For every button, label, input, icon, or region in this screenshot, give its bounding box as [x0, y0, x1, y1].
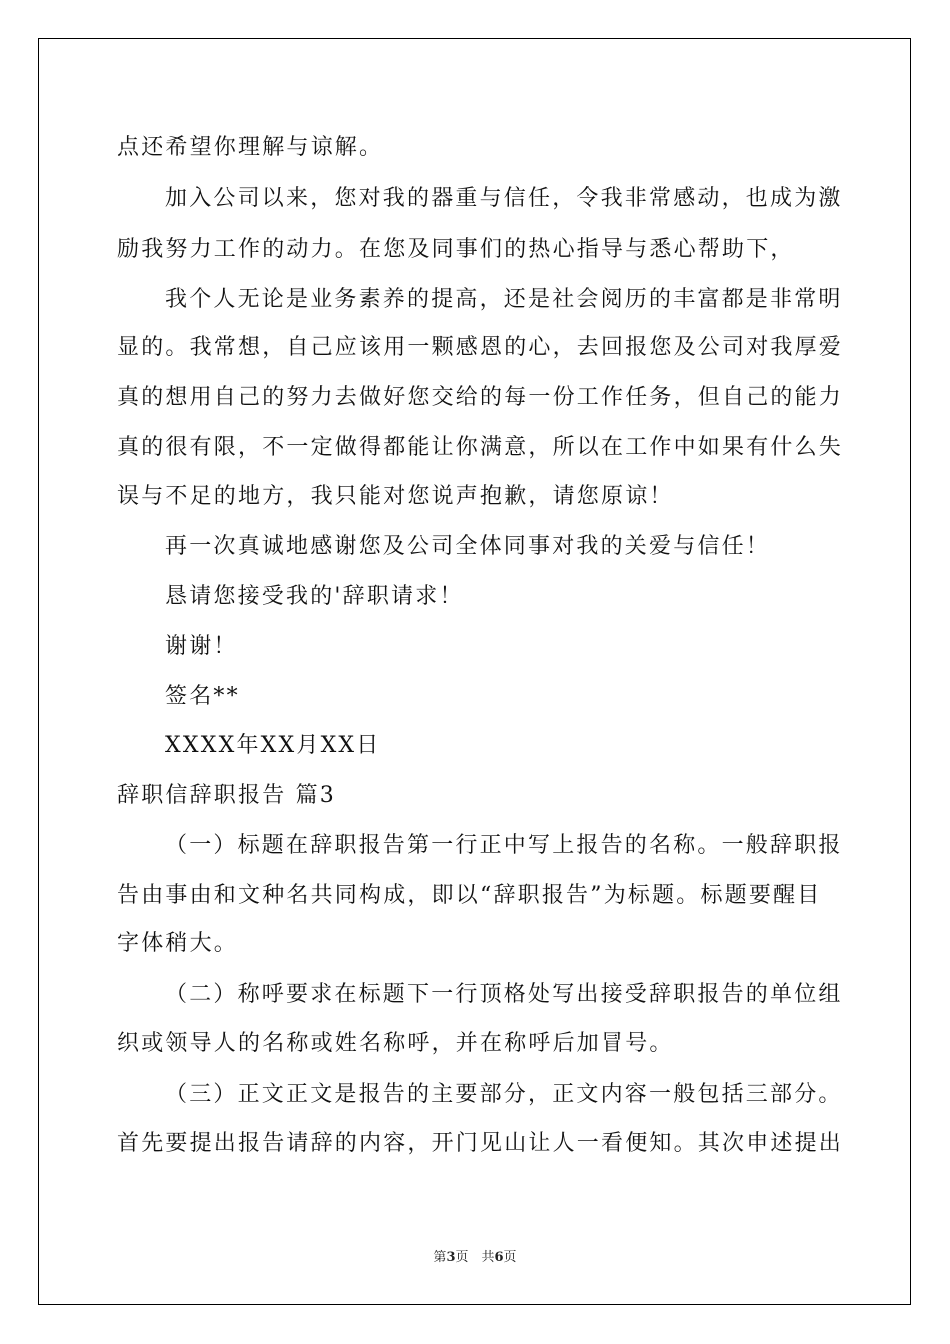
text-line: 真的想用自己的努力去做好您交给的每一份工作任务，但自己的能力 [117, 385, 844, 410]
footer-prefix: 第 [433, 1250, 447, 1265]
text-line: （三）正文正文是报告的主要部分，正文内容一般包括三部分。 [165, 1082, 843, 1107]
text-line: 织或领导人的名称或姓名称呼，并在称呼后加冒号。 [117, 1031, 674, 1056]
text-line: 首先要提出报告请辞的内容，开门见山让人一看便知。其次申述提出 [117, 1131, 844, 1156]
text-line: 误与不足的地方，我只能对您说声抱歉，请您原谅！ [117, 484, 674, 509]
section-heading: 辞职信辞职报告 篇3 [117, 783, 336, 808]
text-line: （一）标题在辞职报告第一行正中写上报告的名称。一般辞职报 [165, 833, 843, 858]
footer-page-number: 3 [446, 1250, 456, 1265]
text-line: 我个人无论是业务素养的提高，还是社会阅历的丰富都是非常明 [165, 287, 843, 312]
footer-mid: 页 共 [455, 1250, 495, 1265]
page-footer [0, 1246, 950, 1265]
text-line: 励我努力工作的动力。在您及同事们的热心指导与悉心帮助下， [117, 237, 795, 262]
text-line: 恳请您接受我的'辞职请求！ [165, 584, 464, 609]
page-border [38, 38, 911, 1305]
text-line: 真的很有限，不一定做得都能让你满意，所以在工作中如果有什么失 [117, 435, 844, 460]
text-line: 显的。我常想，自己应该用一颗感恩的心，去回报您及公司对我厚爱 [117, 335, 844, 360]
text-line: （二）称呼要求在标题下一行顶格处写出接受辞职报告的单位组 [165, 982, 843, 1007]
text-line: 谢谢！ [165, 634, 238, 659]
date-line: XXXX年XX月XX日 [165, 733, 381, 758]
text-line: 加入公司以来，您对我的器重与信任，令我非常感动，也成为激 [165, 186, 843, 211]
text-line: 告由事由和文种名共同构成，即以“辞职报告”为标题。标题要醒目 [117, 883, 822, 908]
footer-suffix: 页 [503, 1250, 517, 1265]
text-line: 字体稍大。 [117, 931, 239, 956]
footer-total-pages: 6 [494, 1250, 504, 1265]
text-line: 点还希望你理解与谅解。 [117, 135, 384, 160]
text-line: 再一次真诚地感谢您及公司全体同事对我的关爱与信任！ [165, 534, 771, 559]
signature-line: 签名** [165, 684, 240, 709]
